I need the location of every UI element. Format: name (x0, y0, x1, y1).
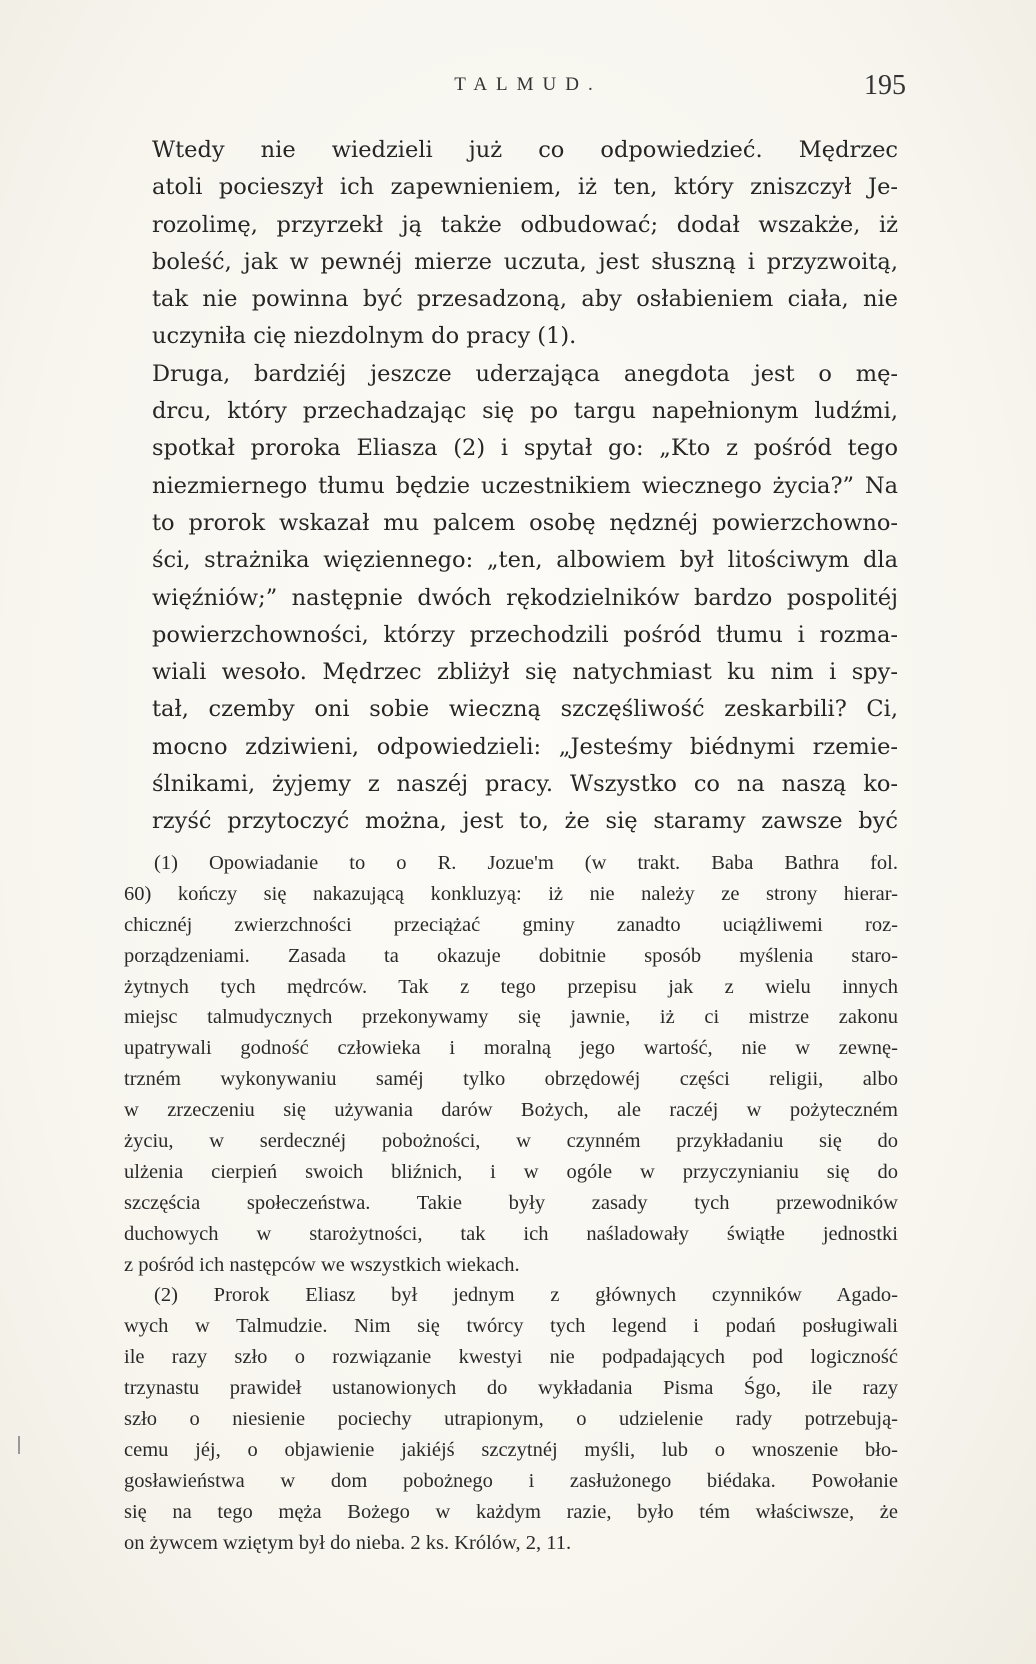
footnote-line: porządzeniami. Zasada ta okazuje dobitnie sposób myślenia staro- (124, 944, 898, 967)
footnote-line: wych w Talmudzie. Nim się twórcy tych legend i podań posługiwali (124, 1315, 898, 1338)
footnote-line: (2) Prorok Eliasz był jednym z głównych czynników Agado- (154, 1284, 898, 1307)
footnote-line: życiu, w serdecznéj pobożności, w czynném przykładaniu się do (124, 1130, 898, 1153)
footnote-line: gosławieństwa w dom pobożnego i zasłużonego biédaka. Powołanie (124, 1469, 898, 1492)
text-line: więźniów;” następnie dwóch rękodzielników bardzo pospolitéj (152, 584, 898, 611)
footnote-line: ulżenia cierpień swoich bliźnich, i w ogóle w przyczynianiu się do (124, 1160, 898, 1183)
footnote-line: w zrzeczeniu się używania darów Bożych, ale raczéj w pożyteczném (124, 1099, 898, 1122)
text-line: ści, strażnika więziennego: „ten, albowiem był litościwym dla (152, 547, 898, 574)
text-line: powierzchowności, którzy przechodzili pośród tłumu i rozma- (152, 621, 898, 648)
footnote-line: trzném wykonywaniu saméj tylko obrzędowéj części religii, albo (124, 1068, 898, 1091)
text-line: Wtedy nie wiedzieli już co odpowiedzieć. Mędrzec (152, 137, 898, 163)
text-line: wiali wesoło. Mędrzec zbliżył się natychmiast ku nim i spy- (152, 659, 898, 686)
footnote-line: szczęścia społeczeństwa. Takie były zasady tych przewodników (124, 1191, 898, 1214)
text-line: mocno zdziwieni, odpowiedzieli: „Jesteśmy biédnymi rzemie- (152, 733, 898, 760)
scan-edge-mark (18, 1436, 20, 1454)
footnote-line: (1) Opowiadanie to o R. Jozue'm (w trakt. Baba Bathra fol. (154, 852, 898, 874)
running-title: TALMUD. (454, 74, 602, 95)
text-line: drcu, który przechadzając się po targu napełnionym ludźmi, (152, 398, 898, 425)
footnote-line: z pośród ich następców we wszystkich wiekach. (124, 1253, 520, 1276)
text-line: tał, czemby oni sobie wieczną szczęśliwość zeskarbili? Ci, (152, 696, 898, 723)
text-line: to prorok wskazał mu palcem osobę nędznéj powierzchowno- (152, 509, 898, 536)
footnote-line: miejsc talmudycznych przekonywamy się jawnie, iż ci mistrze zakonu (124, 1006, 898, 1029)
footnote-line: duchowych w starożytności, tak ich naśladowały świątłe jednostki (124, 1222, 898, 1245)
footnote-line: cemu jéj, o objawienie jakiéjś szczytnéj myśli, lub o wnoszenie bło- (124, 1438, 898, 1461)
text-line: Druga, bardziéj jeszcze uderzająca anegdota jest o mę- (152, 360, 898, 387)
footnote-line: trzynastu prawideł ustanowionych do wykładania Pisma Śgo, ile razy (124, 1377, 898, 1400)
text-line: rzyść przytoczyć można, jest to, że się staramy zawsze być (152, 808, 898, 835)
text-line: uczyniła cię niezdolnym do pracy (1). (152, 323, 577, 350)
text-line: niezmiernego tłumu będzie uczestnikiem wiecznego życia?” Na (152, 472, 898, 499)
footnote-line: szło o niesienie pociechy utrapionym, o udzielenie rady potrzebują- (124, 1408, 898, 1431)
main-text (152, 132, 898, 841)
running-head (150, 70, 906, 108)
footnote-line: się na tego męża Bożego w każdym razie, było tém właściwsze, że (124, 1500, 898, 1523)
footnote-line: upatrywali godność człowieka i moralną jego wartość, nie w zewnę- (124, 1037, 898, 1060)
text-line: boleść, jak w pewnéj mierze uczuta, jest słuszną i przyzwoitą, (152, 248, 898, 275)
text-line: ślnikami, żyjemy z naszéj pracy. Wszystko co na naszą ko- (152, 771, 898, 798)
footnote-line: ile razy szło o rozwiązanie kwestyi nie podpadających pod logiczność (124, 1346, 898, 1369)
text-line: tak nie powinna być przesadzoną, aby osłabieniem ciała, nie (152, 286, 898, 313)
footnotes (124, 848, 898, 1558)
footnote-line: żytnych tych mędrców. Tak z tego przepisu jak z wielu innych (124, 975, 898, 998)
text-line: spotkał proroka Eliasza (2) i spytał go: „Kto z pośród tego (152, 435, 898, 462)
text-line: rozolimę, przyrzekł ją także odbudować; dodał wszakże, iż (152, 211, 898, 238)
footnote-line: chicznéj zwierzchności przeciążać gminy zanadto uciążliwemi roz- (124, 913, 898, 936)
text-line: atoli pocieszył ich zapewnieniem, iż ten, który zniszczył Je- (152, 174, 898, 201)
footnote-line: 60) kończy się nakazującą konkluzyą: iż nie należy ze strony hierar- (124, 882, 898, 905)
footnote-line: on żywcem wziętym był do nieba. 2 ks. Królów, 2, 11. (124, 1531, 572, 1554)
page-number: 195 (864, 70, 906, 101)
